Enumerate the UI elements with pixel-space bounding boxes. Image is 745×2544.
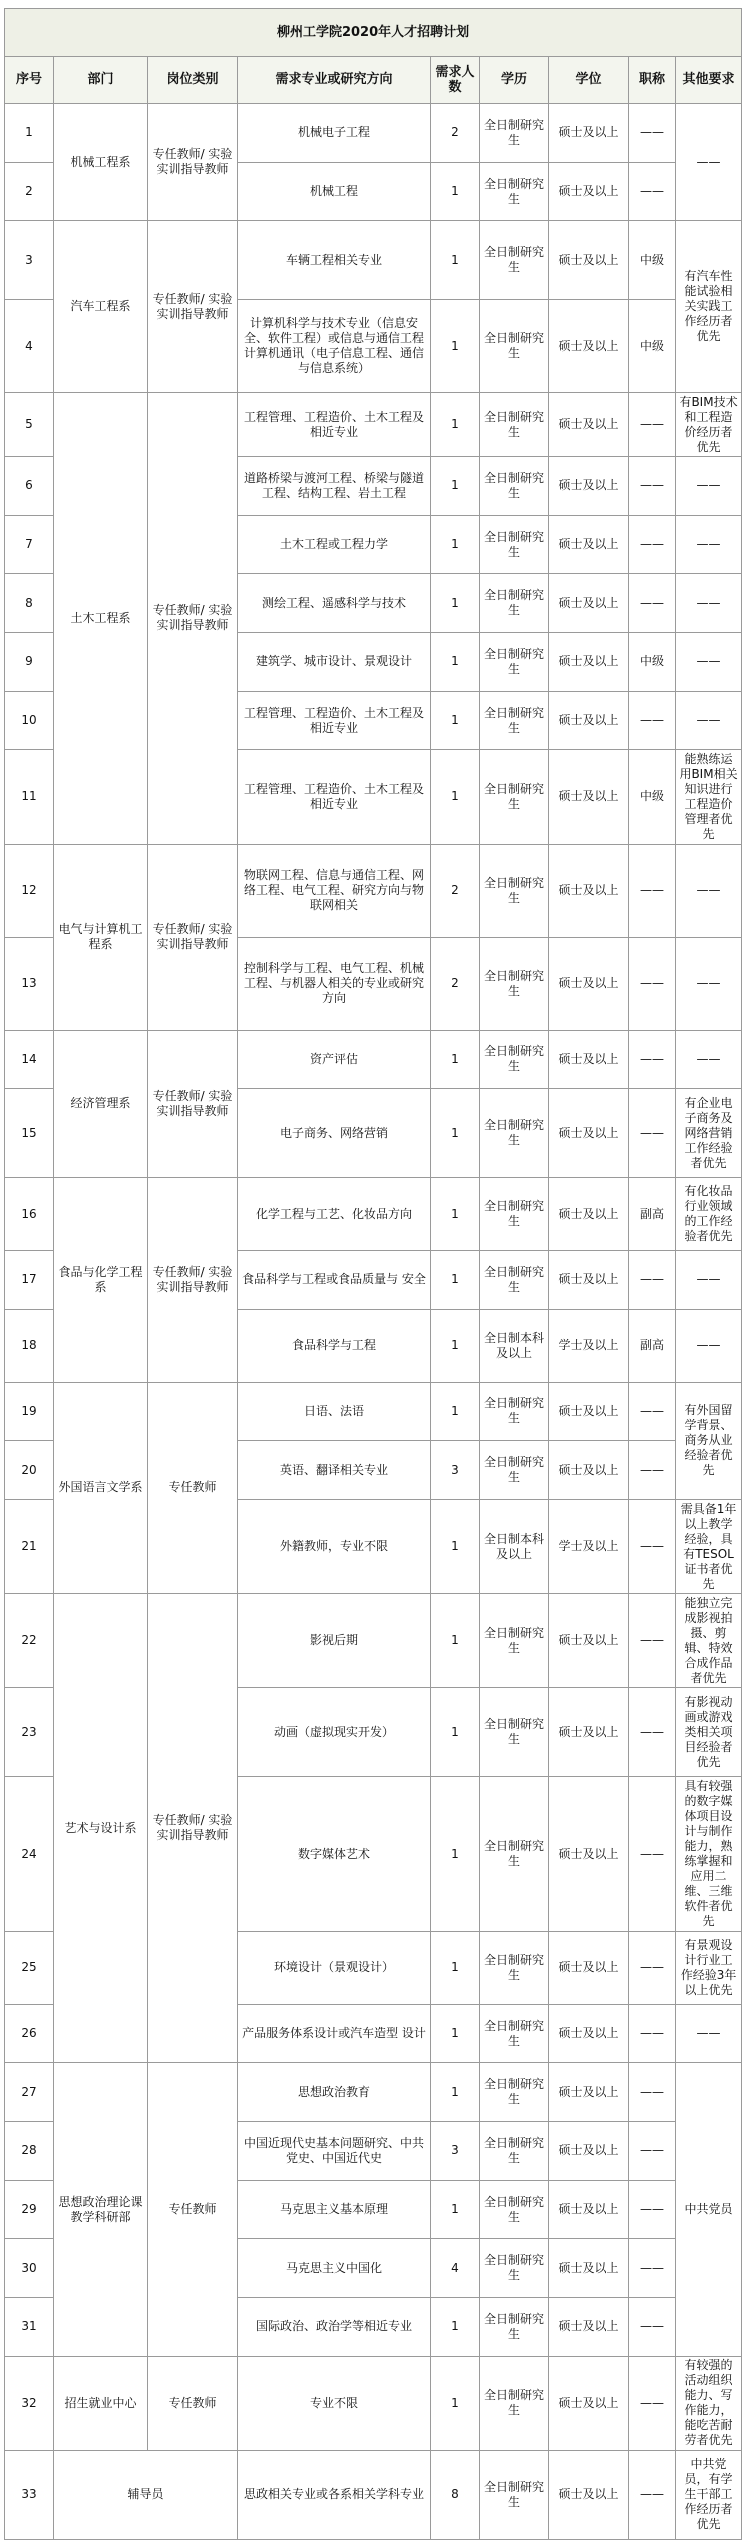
cell-count: 1 xyxy=(431,1030,480,1089)
cell-education: 全日制研究生 xyxy=(480,1931,549,2004)
cell-major: 马克思主义基本原理 xyxy=(238,2180,431,2239)
cell-degree: 硕士及以上 xyxy=(549,457,629,516)
cell-education: 全日制研究生 xyxy=(480,1030,549,1089)
cell-no: 17 xyxy=(5,1251,54,1310)
cell-degree: 硕士及以上 xyxy=(549,2239,629,2298)
cell-category: 专任教师/ 实验实训指导教师 xyxy=(148,1178,238,1382)
header-no: 序号 xyxy=(5,56,54,104)
cell-other: —— xyxy=(676,104,742,221)
cell-degree: 硕士及以上 xyxy=(549,937,629,1030)
cell-education: 全日制研究生 xyxy=(480,393,549,457)
cell-title: —— xyxy=(629,1777,676,1932)
cell-degree: 硕士及以上 xyxy=(549,2180,629,2239)
cell-degree: 硕士及以上 xyxy=(549,1688,629,1777)
cell-no: 24 xyxy=(5,1777,54,1932)
cell-department: 辅导员 xyxy=(54,2450,238,2539)
cell-title: 中级 xyxy=(629,633,676,692)
cell-title: —— xyxy=(629,393,676,457)
cell-degree: 硕士及以上 xyxy=(549,1777,629,1932)
cell-education: 全日制研究生 xyxy=(480,2180,549,2239)
cell-degree: 硕士及以上 xyxy=(549,2004,629,2063)
cell-title: —— xyxy=(629,1594,676,1688)
cell-major: 工程管理、工程造价、土木工程及相近专业 xyxy=(238,691,431,750)
cell-degree: 硕士及以上 xyxy=(549,1089,629,1178)
cell-department: 机械工程系 xyxy=(54,104,148,221)
cell-count: 1 xyxy=(431,1089,480,1178)
cell-degree: 硕士及以上 xyxy=(549,1030,629,1089)
cell-degree: 硕士及以上 xyxy=(549,633,629,692)
cell-title: —— xyxy=(629,2180,676,2239)
cell-other: 有影视动画或游戏类相关项目经验者优先 xyxy=(676,1688,742,1777)
table-title: 柳州工学院2020年人才招聘计划 xyxy=(5,9,742,57)
cell-no: 19 xyxy=(5,1382,54,1441)
cell-count: 1 xyxy=(431,162,480,221)
cell-degree: 硕士及以上 xyxy=(549,844,629,937)
cell-other: 中共党员，有学生干部工作经历者优先 xyxy=(676,2450,742,2539)
cell-no: 11 xyxy=(5,750,54,844)
cell-no: 6 xyxy=(5,457,54,516)
cell-no: 31 xyxy=(5,2298,54,2357)
cell-major: 英语、翻译相关专业 xyxy=(238,1441,431,1500)
cell-major: 道路桥梁与渡河工程、桥梁与隧道工程、结构工程、岩土工程 xyxy=(238,457,431,516)
cell-title: 副高 xyxy=(629,1178,676,1251)
cell-major: 产品服务体系设计或汽车造型 设计 xyxy=(238,2004,431,2063)
cell-education: 全日制研究生 xyxy=(480,300,549,393)
cell-count: 1 xyxy=(431,1178,480,1251)
table-row xyxy=(5,2450,742,2539)
cell-other: —— xyxy=(676,633,742,692)
table-row xyxy=(5,1382,742,1441)
cell-title: —— xyxy=(629,457,676,516)
cell-other: 有较强的活动组织能力、写作能力，能吃苦耐劳者优先 xyxy=(676,2356,742,2450)
cell-title: —— xyxy=(629,1089,676,1178)
cell-education: 全日制本科及以上 xyxy=(480,1309,549,1382)
cell-degree: 硕士及以上 xyxy=(549,393,629,457)
table-row xyxy=(5,1178,742,1251)
cell-no: 2 xyxy=(5,162,54,221)
cell-count: 1 xyxy=(431,1382,480,1441)
cell-title: 中级 xyxy=(629,221,676,300)
cell-other: —— xyxy=(676,691,742,750)
cell-major: 食品科学与工程或食品质量与 安全 xyxy=(238,1251,431,1310)
cell-no: 30 xyxy=(5,2239,54,2298)
cell-major: 影视后期 xyxy=(238,1594,431,1688)
cell-other: —— xyxy=(676,1251,742,1310)
cell-other: —— xyxy=(676,2004,742,2063)
cell-other: 具有较强的数字媒体项目设计与制作能力，熟练掌握和应用二维、三维软件者优先 xyxy=(676,1777,742,1932)
cell-major: 建筑学、城市设计、景观设计 xyxy=(238,633,431,692)
cell-category: 专任教师/ 实验实训指导教师 xyxy=(148,1030,238,1178)
table-row xyxy=(5,844,742,937)
cell-education: 全日制研究生 xyxy=(480,2004,549,2063)
cell-education: 全日制研究生 xyxy=(480,844,549,937)
cell-count: 1 xyxy=(431,691,480,750)
cell-no: 4 xyxy=(5,300,54,393)
cell-no: 3 xyxy=(5,221,54,300)
cell-title: —— xyxy=(629,844,676,937)
cell-department: 汽车工程系 xyxy=(54,221,148,393)
cell-degree: 硕士及以上 xyxy=(549,515,629,574)
cell-title: —— xyxy=(629,2239,676,2298)
cell-department: 思想政治理论课教学科研部 xyxy=(54,2063,148,2356)
cell-category: 专任教师/ 实验实训指导教师 xyxy=(148,1594,238,2063)
cell-count: 2 xyxy=(431,104,480,163)
cell-title: —— xyxy=(629,1251,676,1310)
cell-degree: 硕士及以上 xyxy=(549,2298,629,2357)
cell-major: 环境设计（景观设计） xyxy=(238,1931,431,2004)
cell-no: 15 xyxy=(5,1089,54,1178)
cell-no: 8 xyxy=(5,574,54,633)
cell-count: 2 xyxy=(431,844,480,937)
cell-title: —— xyxy=(629,2356,676,2450)
cell-education: 全日制本科及以上 xyxy=(480,1499,549,1593)
cell-no: 5 xyxy=(5,393,54,457)
cell-count: 1 xyxy=(431,457,480,516)
cell-count: 1 xyxy=(431,1688,480,1777)
cell-major: 日语、法语 xyxy=(238,1382,431,1441)
cell-title: 中级 xyxy=(629,750,676,844)
cell-count: 1 xyxy=(431,750,480,844)
table-row xyxy=(5,2356,742,2450)
cell-category: 专任教师/ 实验实训指导教师 xyxy=(148,221,238,393)
cell-title: —— xyxy=(629,1441,676,1500)
header-row xyxy=(5,56,742,104)
cell-major: 马克思主义中国化 xyxy=(238,2239,431,2298)
cell-major: 数字媒体艺术 xyxy=(238,1777,431,1932)
cell-education: 全日制研究生 xyxy=(480,1251,549,1310)
cell-degree: 学士及以上 xyxy=(549,1309,629,1382)
cell-degree: 硕士及以上 xyxy=(549,691,629,750)
cell-title: —— xyxy=(629,2004,676,2063)
cell-no: 23 xyxy=(5,1688,54,1777)
cell-category: 专任教师 xyxy=(148,2063,238,2356)
cell-education: 全日制研究生 xyxy=(480,633,549,692)
cell-department: 艺术与设计系 xyxy=(54,1594,148,2063)
cell-title: —— xyxy=(629,1382,676,1441)
cell-count: 1 xyxy=(431,1931,480,2004)
cell-degree: 学士及以上 xyxy=(549,1499,629,1593)
cell-other: 能独立完成影视拍摄、剪辑、特效合成作品者优先 xyxy=(676,1594,742,1688)
cell-degree: 硕士及以上 xyxy=(549,1178,629,1251)
cell-count: 1 xyxy=(431,300,480,393)
cell-no: 26 xyxy=(5,2004,54,2063)
cell-degree: 硕士及以上 xyxy=(549,104,629,163)
cell-no: 14 xyxy=(5,1030,54,1089)
cell-degree: 硕士及以上 xyxy=(549,2356,629,2450)
header-major: 需求专业或研究方向 xyxy=(238,56,431,104)
cell-title: —— xyxy=(629,515,676,574)
cell-title: —— xyxy=(629,104,676,163)
cell-other: 有BIM技术和工程造价经历者优先 xyxy=(676,393,742,457)
cell-major: 电子商务、网络营销 xyxy=(238,1089,431,1178)
cell-degree: 硕士及以上 xyxy=(549,1382,629,1441)
cell-degree: 硕士及以上 xyxy=(549,2450,629,2539)
cell-title: 中级 xyxy=(629,300,676,393)
cell-count: 1 xyxy=(431,633,480,692)
header-department: 部门 xyxy=(54,56,148,104)
cell-education: 全日制研究生 xyxy=(480,2063,549,2122)
cell-title: —— xyxy=(629,2063,676,2122)
cell-title: —— xyxy=(629,1688,676,1777)
table-row xyxy=(5,1030,742,1089)
cell-major: 土木工程或工程力学 xyxy=(238,515,431,574)
cell-major: 机械工程 xyxy=(238,162,431,221)
cell-count: 3 xyxy=(431,2122,480,2181)
cell-degree: 硕士及以上 xyxy=(549,300,629,393)
cell-count: 1 xyxy=(431,1309,480,1382)
cell-no: 27 xyxy=(5,2063,54,2122)
cell-education: 全日制研究生 xyxy=(480,162,549,221)
cell-no: 13 xyxy=(5,937,54,1030)
cell-title: —— xyxy=(629,574,676,633)
cell-title: —— xyxy=(629,1931,676,2004)
cell-count: 1 xyxy=(431,393,480,457)
cell-education: 全日制研究生 xyxy=(480,1777,549,1932)
cell-education: 全日制研究生 xyxy=(480,1594,549,1688)
cell-other: 有外国留学背景、商务从业经验者优先 xyxy=(676,1382,742,1499)
cell-degree: 硕士及以上 xyxy=(549,2122,629,2181)
cell-major: 控制科学与工程、电气工程、机械工程、与机器人相关的专业或研究方向 xyxy=(238,937,431,1030)
cell-major: 测绘工程、遥感科学与技术 xyxy=(238,574,431,633)
cell-education: 全日制研究生 xyxy=(480,104,549,163)
cell-department: 食品与化学工程系 xyxy=(54,1178,148,1382)
cell-education: 全日制研究生 xyxy=(480,515,549,574)
cell-degree: 硕士及以上 xyxy=(549,1594,629,1688)
header-other: 其他要求 xyxy=(676,56,742,104)
cell-no: 20 xyxy=(5,1441,54,1500)
cell-other: —— xyxy=(676,457,742,516)
cell-department: 经济管理系 xyxy=(54,1030,148,1178)
cell-other: —— xyxy=(676,574,742,633)
cell-count: 1 xyxy=(431,2004,480,2063)
cell-count: 1 xyxy=(431,2063,480,2122)
cell-count: 1 xyxy=(431,221,480,300)
cell-count: 1 xyxy=(431,1777,480,1932)
cell-no: 7 xyxy=(5,515,54,574)
cell-count: 1 xyxy=(431,1499,480,1593)
cell-category: 专任教师 xyxy=(148,1382,238,1593)
table-row xyxy=(5,1594,742,1688)
cell-count: 4 xyxy=(431,2239,480,2298)
cell-other: —— xyxy=(676,515,742,574)
cell-category: 专任教师/ 实验实训指导教师 xyxy=(148,844,238,1030)
cell-count: 1 xyxy=(431,574,480,633)
cell-major: 思想政治教育 xyxy=(238,2063,431,2122)
header-degree: 学位 xyxy=(549,56,629,104)
table-row xyxy=(5,2063,742,2122)
cell-no: 18 xyxy=(5,1309,54,1382)
header-count: 需求人数 xyxy=(431,56,480,104)
cell-education: 全日制研究生 xyxy=(480,457,549,516)
cell-other: —— xyxy=(676,937,742,1030)
cell-major: 专业不限 xyxy=(238,2356,431,2450)
header-title: 职称 xyxy=(629,56,676,104)
cell-title: —— xyxy=(629,937,676,1030)
cell-other: 需具备1年以上教学经验，具有TESOL证书者优先 xyxy=(676,1499,742,1593)
cell-education: 全日制研究生 xyxy=(480,1382,549,1441)
recruitment-table xyxy=(4,8,742,2540)
cell-count: 1 xyxy=(431,2180,480,2239)
cell-education: 全日制研究生 xyxy=(480,574,549,633)
table-row xyxy=(5,393,742,457)
cell-degree: 硕士及以上 xyxy=(549,2063,629,2122)
cell-major: 思政相关专业或各系相关学科专业 xyxy=(238,2450,431,2539)
cell-major: 中国近现代史基本问题研究、中共党史、中国近代史 xyxy=(238,2122,431,2181)
cell-education: 全日制研究生 xyxy=(480,750,549,844)
cell-count: 8 xyxy=(431,2450,480,2539)
cell-title: —— xyxy=(629,1499,676,1593)
cell-title: —— xyxy=(629,691,676,750)
cell-education: 全日制研究生 xyxy=(480,1688,549,1777)
cell-no: 29 xyxy=(5,2180,54,2239)
cell-education: 全日制研究生 xyxy=(480,221,549,300)
cell-no: 16 xyxy=(5,1178,54,1251)
cell-count: 1 xyxy=(431,1594,480,1688)
cell-title: —— xyxy=(629,162,676,221)
cell-count: 2 xyxy=(431,937,480,1030)
cell-count: 1 xyxy=(431,2356,480,2450)
cell-count: 3 xyxy=(431,1441,480,1500)
cell-title: 副高 xyxy=(629,1309,676,1382)
table-row xyxy=(5,221,742,300)
cell-degree: 硕士及以上 xyxy=(549,162,629,221)
cell-education: 全日制研究生 xyxy=(480,1441,549,1500)
cell-other: 有企业电子商务及网络营销工作经验者优先 xyxy=(676,1089,742,1178)
cell-department: 招生就业中心 xyxy=(54,2356,148,2450)
cell-other: 有景观设计行业工作经验3年以上优先 xyxy=(676,1931,742,2004)
cell-major: 工程管理、工程造价、土木工程及相近专业 xyxy=(238,393,431,457)
cell-other: 中共党员 xyxy=(676,2063,742,2356)
cell-no: 32 xyxy=(5,2356,54,2450)
cell-count: 1 xyxy=(431,1251,480,1310)
cell-title: —— xyxy=(629,2298,676,2357)
cell-education: 全日制研究生 xyxy=(480,2450,549,2539)
cell-category: 专任教师/ 实验实训指导教师 xyxy=(148,393,238,844)
header-education: 学历 xyxy=(480,56,549,104)
cell-category: 专任教师/ 实验实训指导教师 xyxy=(148,104,238,221)
cell-degree: 硕士及以上 xyxy=(549,1441,629,1500)
cell-department: 土木工程系 xyxy=(54,393,148,844)
cell-major: 车辆工程相关专业 xyxy=(238,221,431,300)
cell-education: 全日制研究生 xyxy=(480,1178,549,1251)
cell-other: —— xyxy=(676,1309,742,1382)
cell-count: 1 xyxy=(431,2298,480,2357)
cell-major: 食品科学与工程 xyxy=(238,1309,431,1382)
cell-other: 有化妆品行业领域的工作经验者优先 xyxy=(676,1178,742,1251)
cell-education: 全日制研究生 xyxy=(480,2356,549,2450)
cell-degree: 硕士及以上 xyxy=(549,221,629,300)
cell-title: —— xyxy=(629,2122,676,2181)
cell-category: 专任教师 xyxy=(148,2356,238,2450)
cell-department: 外国语言文学系 xyxy=(54,1382,148,1593)
cell-education: 全日制研究生 xyxy=(480,2122,549,2181)
cell-major: 动画（虚拟现实开发） xyxy=(238,1688,431,1777)
cell-major: 物联网工程、信息与通信工程、网络工程、电气工程、研究方向与物联网相关 xyxy=(238,844,431,937)
table-row xyxy=(5,104,742,163)
cell-education: 全日制研究生 xyxy=(480,1089,549,1178)
cell-no: 1 xyxy=(5,104,54,163)
cell-no: 33 xyxy=(5,2450,54,2539)
cell-education: 全日制研究生 xyxy=(480,2298,549,2357)
cell-major: 国际政治、政治学等相近专业 xyxy=(238,2298,431,2357)
cell-other: 能熟练运用BIM相关知识进行工程造价管理者优先 xyxy=(676,750,742,844)
cell-no: 10 xyxy=(5,691,54,750)
cell-major: 机械电子工程 xyxy=(238,104,431,163)
cell-other: —— xyxy=(676,844,742,937)
cell-other: 有汽车性能试验相关实践工作经历者优先 xyxy=(676,221,742,393)
cell-no: 22 xyxy=(5,1594,54,1688)
cell-no: 12 xyxy=(5,844,54,937)
cell-count: 1 xyxy=(431,515,480,574)
cell-major: 外籍教师，专业不限 xyxy=(238,1499,431,1593)
cell-department: 电气与计算机工程系 xyxy=(54,844,148,1030)
cell-major: 工程管理、工程造价、土木工程及相近专业 xyxy=(238,750,431,844)
cell-major: 计算机科学与技术专业（信息安全、软件工程）或信息与通信工程计算机通讯（电子信息工程、通信与信息系统） xyxy=(238,300,431,393)
cell-title: —— xyxy=(629,1030,676,1089)
cell-education: 全日制研究生 xyxy=(480,2239,549,2298)
cell-title: —— xyxy=(629,2450,676,2539)
cell-no: 21 xyxy=(5,1499,54,1593)
cell-major: 化学工程与工艺、化妆品方向 xyxy=(238,1178,431,1251)
cell-degree: 硕士及以上 xyxy=(549,1931,629,2004)
cell-education: 全日制研究生 xyxy=(480,937,549,1030)
header-category: 岗位类别 xyxy=(148,56,238,104)
cell-education: 全日制研究生 xyxy=(480,691,549,750)
cell-no: 9 xyxy=(5,633,54,692)
cell-degree: 硕士及以上 xyxy=(549,1251,629,1310)
cell-degree: 硕士及以上 xyxy=(549,750,629,844)
cell-degree: 硕士及以上 xyxy=(549,574,629,633)
cell-other: —— xyxy=(676,1030,742,1089)
cell-no: 28 xyxy=(5,2122,54,2181)
cell-major: 资产评估 xyxy=(238,1030,431,1089)
cell-no: 25 xyxy=(5,1931,54,2004)
